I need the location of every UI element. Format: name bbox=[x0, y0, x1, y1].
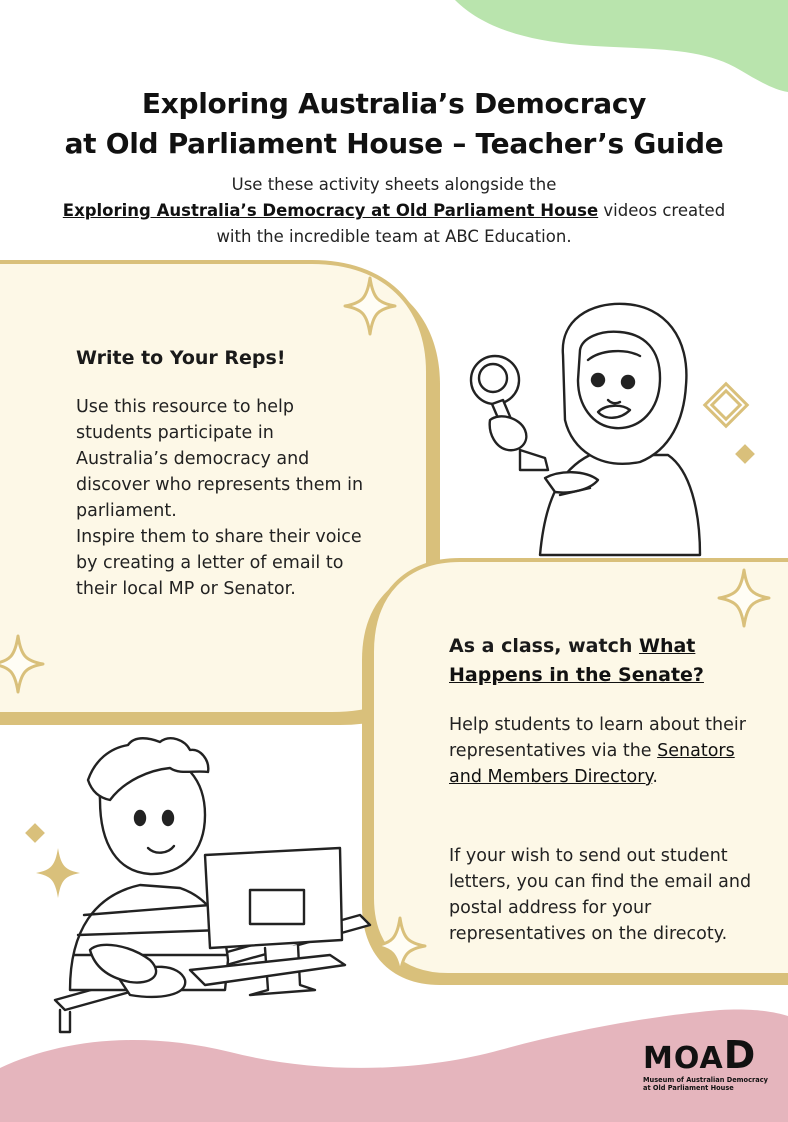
intro-text: Use these activity sheets alongside the Exploring Australia’s Democracy at Old Parliament House videos created with the incredible team at ABC Education. bbox=[62, 175, 726, 246]
page-title: Exploring Australia’s Democracy at Old Parliament House – Teacher’s Guide bbox=[64, 87, 724, 160]
senate-video-link[interactable]: What Happens in the Senate? bbox=[449, 635, 704, 686]
diamond-icon bbox=[25, 823, 45, 843]
card2-paragraph-1: Help students to learn about their representatives via the Senators and Members Directory. bbox=[449, 715, 746, 787]
diamond-icon bbox=[735, 444, 755, 464]
directory-link[interactable]: Senators and Members Directory bbox=[449, 741, 735, 787]
top-green-shape bbox=[455, 0, 788, 92]
logo-wordmark: MOAD bbox=[643, 1033, 757, 1077]
card2-paragraph-2: If your wish to send out student letters, you can find the email and postal address for your representatives on the direcoty. bbox=[449, 846, 752, 944]
diamond-icon bbox=[705, 384, 747, 426]
card2-heading: As a class, watch What Happens in the Senate? bbox=[449, 635, 704, 686]
videos-link[interactable]: Exploring Australia’s Democracy at Old Parliament House bbox=[62, 201, 599, 220]
moad-logo: MOAD Museum of Australian Democracy at Old Parliament House bbox=[643, 1040, 773, 1092]
sparkle-icon bbox=[36, 848, 80, 898]
card1-body: Use this resource to help students participate in Australia’s democracy and discover who represents them in parliament. Inspire them to share their voice by creating a letter of email to their local MP or Senator. bbox=[76, 397, 364, 599]
card1-heading: Write to Your Reps! bbox=[76, 347, 286, 369]
reporter-illustration bbox=[471, 304, 700, 555]
student-computer-illustration bbox=[55, 738, 370, 1032]
